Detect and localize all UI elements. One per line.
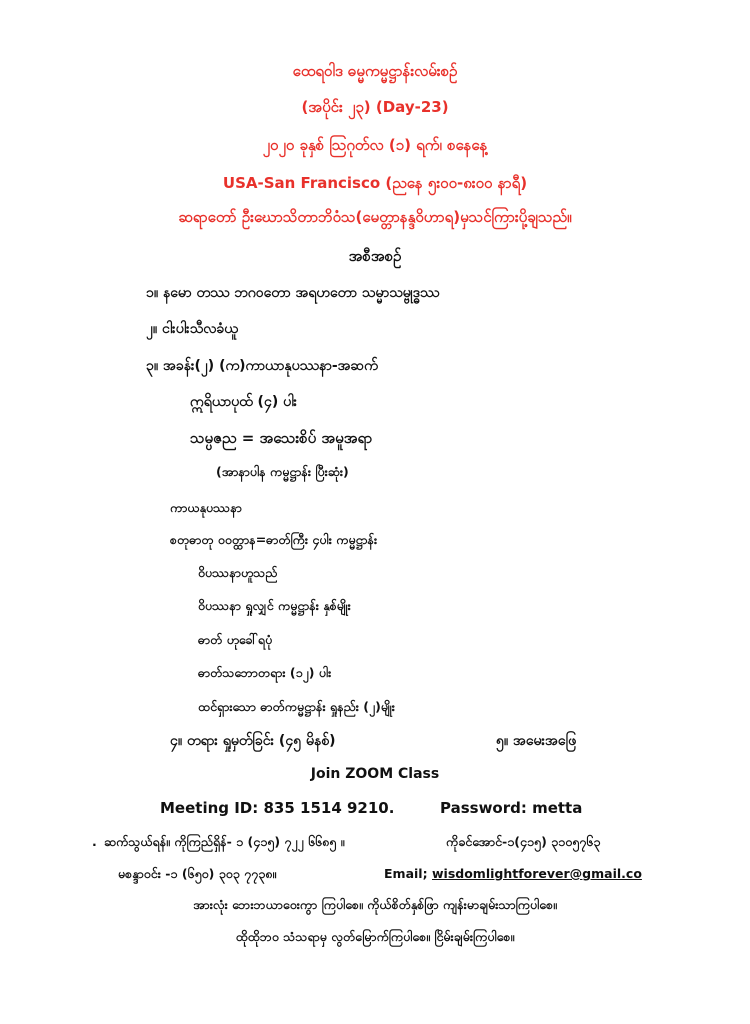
- agenda-item-4: ၄။ တရား ရှုမှတ်ခြင်း (၄၅ မိနစ်): [170, 733, 336, 749]
- sub-item-2: ဝိပဿနာဟူသည်: [198, 565, 278, 580]
- agenda-item-3-c: (အာနာပါန ကမ္မဋ္ဌာန်း ပြီးဆုံး): [216, 464, 349, 479]
- sub-item-3: ဝိပဿနာ ရှုလျှင် ကမ္မဋ္ဌာန်း နှစ်မျိုး: [198, 598, 351, 613]
- contact-line-2a: မစန္ဒာဝင်း -၁ (၆၅၀) ၃၀၃ ၇၇၃၈။: [118, 866, 277, 881]
- agenda-item-1: ၁။ နမော တဿ ဘဂဝတော အရဟတော သမ္မာသမ္ဗုဒ္ဓဿ: [146, 285, 440, 301]
- contact-email-link[interactable]: wisdomlightforever@gmail.co: [432, 866, 642, 881]
- header-date: ၂၀၂၀ ခုနှစ် ဩဂုတ်လ (၁) ရက်၊ စနေနေ့: [262, 136, 488, 154]
- agenda-item-2: ၂။ ငါးပါးသီလခံယူ: [146, 321, 238, 337]
- contact-email-label: Email;: [384, 866, 428, 881]
- agenda-item-3-a: ဣရိယာပုထ် (၄) ပါး: [190, 394, 298, 410]
- closing-line-2: ထိုထိုဘဝ သံသရာမှ လွတ်မြောက်ကြပါစေ။ ငြိမ်းချမ်းကြပါစေ။: [235, 929, 515, 944]
- closing-line-1: အားလုံး ဘေးဘယာဝေးကွာ ကြပါစေ။ ကိုယ်စိတ်နှစ်ဖြာ ကျန်းမာချမ်းသာကြပါစေ။: [193, 897, 557, 912]
- zoom-join: Join ZOOM Class: [310, 766, 440, 782]
- sub-item-1: စတုဓာတု ဝဝတ္ထာန=ဓာတ်ကြီး ၄ပါး ကမ္မဋ္ဌာန်း: [170, 532, 378, 547]
- agenda-item-3: ၃။ အခန်း(၂) (က)ကာယာနုပဿနာ-အဆက်: [146, 358, 378, 374]
- header-location-time: USA-San Francisco (ညနေ ၅း၀၀-၈း၀၀ နာရီ): [222, 174, 528, 192]
- header-part-day: (အပိုင်း ၂၃) (Day-23): [301, 98, 449, 116]
- zoom-meeting-id: Meeting ID: 835 1514 9210.: [160, 799, 395, 817]
- header-title: ထေရဝါဒ ဓမ္မကမ္မဋ္ဌာန်းလမ်းစဉ်: [292, 62, 458, 80]
- header-teacher: ဆရာတော် ဦးဃောသိတာဘိဝံသ(မေတ္တာနန္ဒဝိဟာရ)မှသင်ကြားပို့ချသည်။: [178, 208, 572, 226]
- agenda-item-5: ၅။ အမေးအဖြေ: [496, 733, 577, 749]
- agenda-item-3-b: သမ္ပဇည = အသေးစိပ် အမူအရာ: [190, 429, 373, 447]
- contact-line-1b: ကိုခင်အောင်-၁(၄၁၅) ၃၁၀၅၇၆၃: [446, 834, 601, 849]
- section-kaya: ကာယနုပဿနာ: [170, 500, 242, 515]
- agenda-title: အစီအစဉ်: [348, 247, 402, 265]
- sub-item-4: ဓာတ် ဟုခေါ်ရပုံ: [198, 632, 273, 647]
- zoom-password: Password: metta: [440, 799, 583, 817]
- sub-item-6: ထင်ရှားသော ဓာတ်ကမ္မဋ္ဌာန်း ရှုနည်း (၂)မျိုး: [198, 699, 395, 714]
- contact-bullet: .: [92, 834, 97, 849]
- contact-line-1a: ဆက်သွယ်ရန်။ ကိုကြည်ရှိန်- ၁ (၄၁၅) ၇၂၂ ၆၆၈၅ ။: [104, 834, 345, 849]
- sub-item-5: ဓာတ်သဘောတရား (၁၂) ပါး: [198, 665, 332, 680]
